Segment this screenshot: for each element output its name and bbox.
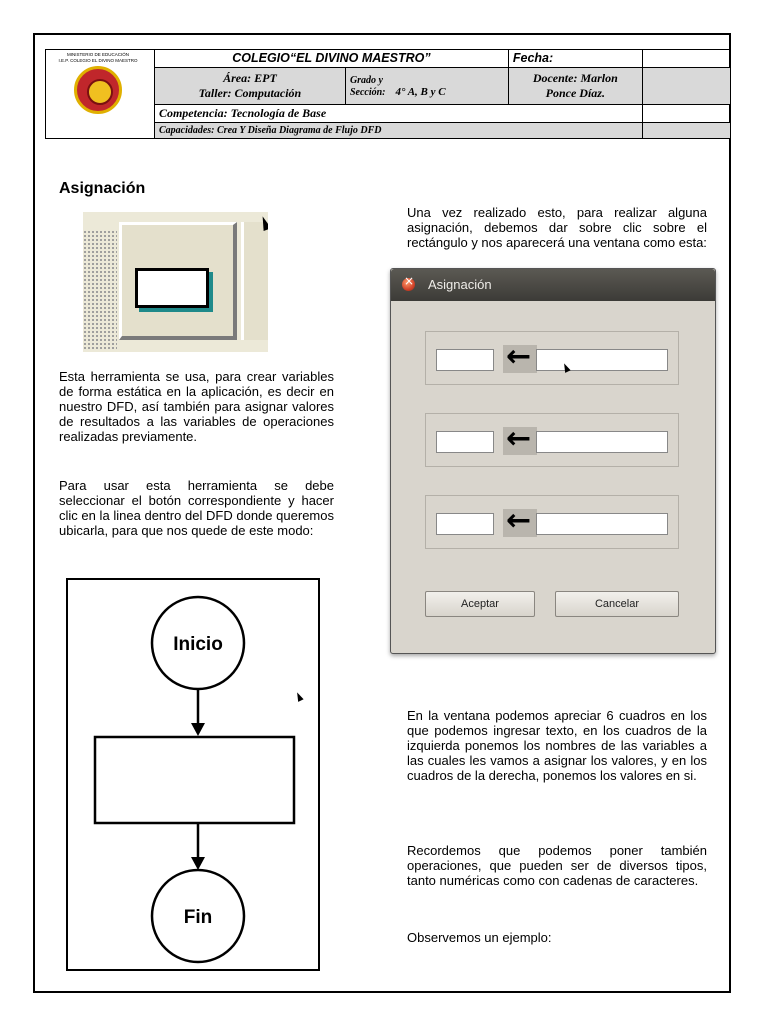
right-paragraph-3: Recordemos que podemos poner también operaciones, que pueden ser de diversos tipos, tanto numéricas como con cadenas de caracteres.: [407, 843, 707, 888]
school-seal-logo: [74, 66, 122, 114]
right-paragraph-2: En la ventana podemos apreciar 6 cuadros en los que podemos ingresar texto, en los cuadros de la izquierda ponemos los nombres de las variables a las cuales les vamos a asignar los valores, y en los cuadros de la derecha, ponemos los valores en si.: [407, 708, 707, 783]
assignment-block: [95, 737, 294, 823]
arrow-left-icon: ←: [506, 421, 532, 456]
assignment-dialog: [390, 268, 716, 654]
arrow-box: [503, 339, 537, 374]
value-input[interactable]: [536, 513, 668, 535]
flowchart-frame: [66, 578, 320, 971]
competencia-label: Competencia: Tecnología de Base: [154, 105, 642, 123]
arrow-box: [503, 421, 537, 456]
toolbar-screenshot: [83, 212, 268, 352]
assignment-row: [425, 331, 679, 385]
seccion-value: 4° A, B y C: [395, 85, 446, 98]
flowchart-diagram: [68, 580, 318, 969]
area-label: Área: EPT: [223, 71, 277, 86]
arrowhead-2: [191, 857, 205, 870]
docente-name: Ponce Díaz.: [545, 86, 605, 101]
header-blank-1: [642, 67, 730, 105]
header-blank-3: [642, 123, 730, 139]
left-paragraph-2: Para usar esta herramienta se debe seleccionar el botón correspondiente y hacer clic en la linea dentro del DFD donde queremos ubicarla, para que nos quede de este modo:: [59, 478, 334, 538]
right-paragraph-4: Observemos un ejemplo:: [407, 930, 552, 945]
cancel-button[interactable]: Cancelar: [555, 591, 679, 617]
header-blank-2: [642, 105, 730, 123]
arrowhead-1: [191, 723, 205, 736]
assignment-row: [425, 413, 679, 467]
accept-button[interactable]: Aceptar: [425, 591, 535, 617]
header-table: [45, 49, 731, 139]
logo-top-text: MINISTERIO DE EDUCACIÓN: [66, 52, 129, 57]
variable-input[interactable]: [436, 349, 494, 371]
docente-label: Docente: Marlon: [532, 71, 618, 86]
assignment-row: [425, 495, 679, 549]
start-label: Inicio: [173, 634, 223, 655]
area-cell: [154, 67, 345, 105]
seccion-label: Sección:: [349, 86, 386, 98]
capacidades-label: Capacidades: Crea Y Diseña Diagrama de Flujo DFD: [154, 123, 642, 139]
fecha-value: [642, 50, 730, 68]
docente-cell: [508, 67, 642, 105]
logo-cell: [46, 50, 155, 139]
value-input[interactable]: [536, 431, 668, 453]
next-tool-button: [241, 222, 268, 340]
left-paragraph-1: Esta herramienta se usa, para crear variables de forma estática en la aplicación, es decir en nuestro DFD, así también para asignar valores de resultados a las variables de operaciones realizadas previamente.: [59, 369, 334, 444]
variable-input[interactable]: [436, 431, 494, 453]
dialog-title: Asignación: [428, 277, 492, 292]
toolbar-grip: [83, 230, 117, 350]
taller-label: Taller: Computación: [198, 86, 302, 101]
end-label: Fin: [183, 907, 213, 928]
value-input[interactable]: [536, 349, 668, 371]
school-title: COLEGIO“EL DIVINO MAESTRO”: [154, 50, 508, 68]
dialog-titlebar[interactable]: [391, 269, 715, 301]
assignment-tool-icon: [135, 268, 209, 308]
right-paragraph-1: Una vez realizado esto, para realizar alguna asignación, debemos dar sobre clic sobre el rectángulo y nos aparecerá una ventana como esta:: [407, 205, 707, 250]
fecha-label: Fecha:: [508, 50, 642, 68]
grado-label: Grado y: [349, 74, 383, 86]
arrow-left-icon: ←: [506, 339, 532, 374]
logo-sub-text: I.E.P. COLEGIO EL DIVINO MAESTRO: [58, 58, 138, 64]
grado-cell: [345, 67, 508, 105]
variable-input[interactable]: [436, 513, 494, 535]
arrow-left-icon: ←: [506, 503, 532, 538]
close-icon[interactable]: [402, 278, 415, 291]
section-heading: Asignación: [59, 180, 146, 197]
arrow-box: [503, 503, 537, 538]
